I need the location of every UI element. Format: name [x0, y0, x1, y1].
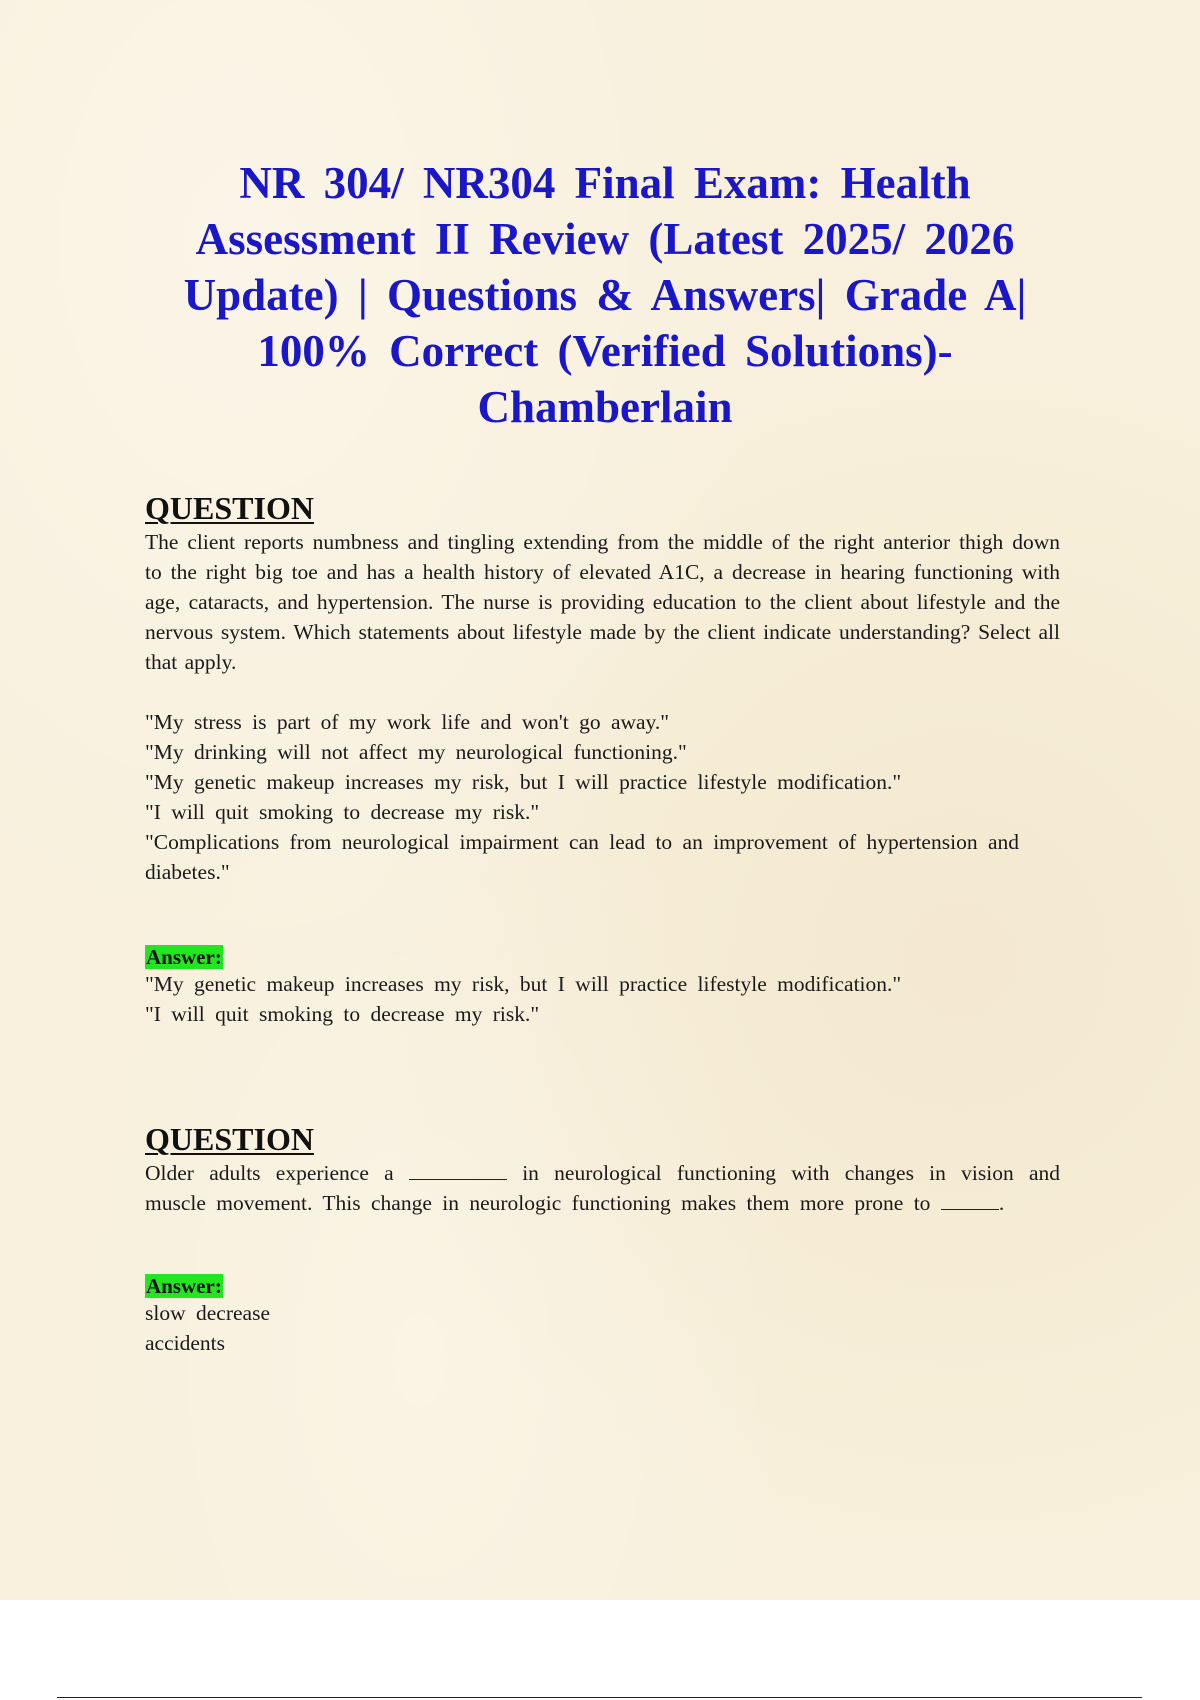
option-item: "I will quit smoking to decrease my risk." — [145, 800, 540, 824]
option-list — [145, 707, 1060, 887]
option-item: "My stress is part of my work life and won't go away." — [145, 710, 670, 734]
question-text — [145, 1158, 1060, 1218]
answer-item: "My genetic makeup increases my risk, but I will practice lifestyle modification." — [145, 972, 902, 996]
answer-item: slow decrease — [145, 1301, 270, 1325]
answer-label: Answer: — [146, 1274, 222, 1298]
answer-list — [145, 969, 1060, 1029]
answer-label: Answer: — [146, 945, 222, 969]
document-body — [145, 490, 1060, 1358]
question-text-part: in neurological functioning with changes in vision and muscle movement. This change in neurologic functioning makes them more prone to — [145, 1161, 1061, 1215]
question-text-part: . — [998, 1191, 1005, 1215]
document-title: NR 304/ NR304 Final Exam: Health Assessment II Review (Latest 2025/ 2026 Update) | Questions & Answers| Grade A| 100% Correct (Verified Solutions)- Chamberlain — [183, 158, 1027, 432]
question-heading: QUESTION — [145, 490, 314, 526]
question-block-1 — [145, 490, 1060, 1029]
answer-item: "I will quit smoking to decrease my risk." — [145, 1002, 540, 1026]
option-item: "My genetic makeup increases my risk, but I will practice lifestyle modification." — [145, 770, 902, 794]
question-text: The client reports numbness and tingling extending from the middle of the right anterior thigh down to the right big toe and has a health history of elevated A1C, a decrease in hearing functioning with age, cataracts, and hypertension. The nurse is providing education to the client about lifestyle and the nervous system. Which statements about lifestyle made by the client indicate understanding? Select all that apply. — [145, 530, 1060, 674]
fill-in-blank — [941, 1191, 999, 1210]
fill-in-blank — [409, 1161, 507, 1180]
question-heading: QUESTION — [145, 1121, 314, 1157]
answer-block — [145, 945, 1060, 1029]
question-block-2 — [145, 1121, 1060, 1358]
answer-block — [145, 1274, 1060, 1358]
answer-list — [145, 1298, 1060, 1358]
question-text-part: Older adults experience a — [145, 1161, 394, 1185]
option-item: "My drinking will not affect my neurological functioning." — [145, 740, 687, 764]
footer-divider — [57, 1697, 1142, 1698]
option-item: "Complications from neurological impairment can lead to an improvement of hypertension and diabetes." — [145, 830, 1019, 884]
answer-item: accidents — [145, 1331, 225, 1355]
